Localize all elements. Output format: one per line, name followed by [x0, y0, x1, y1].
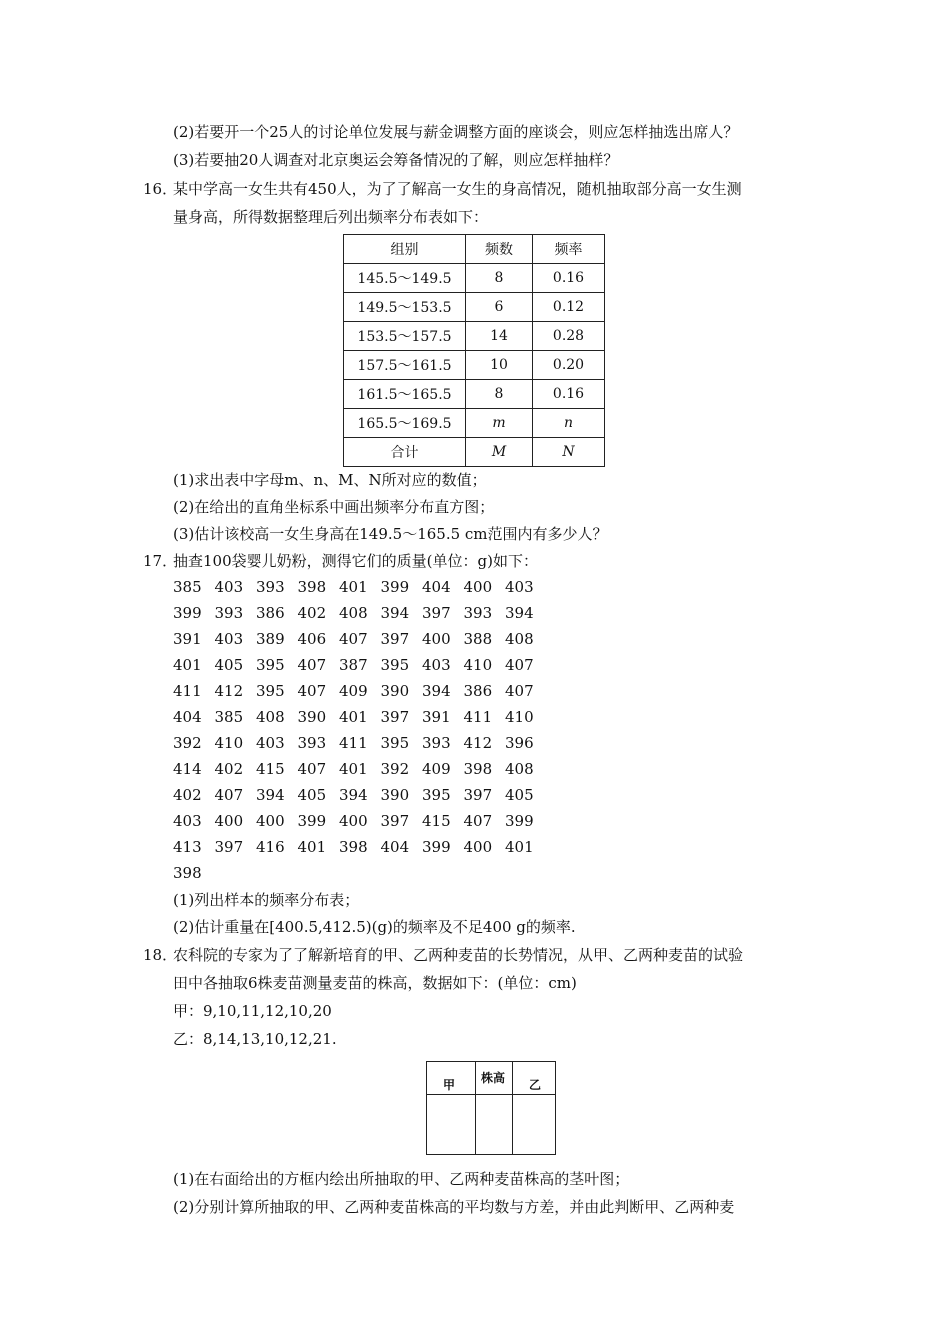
q17-text: 抽查100袋婴儿奶粉，测得它们的质量(单位：g)如下： [173, 552, 538, 570]
weight-value: 408 [256, 708, 285, 726]
weight-value: 393 [256, 578, 285, 596]
weight-value: 413 [173, 838, 202, 856]
weight-value: 411 [173, 682, 202, 700]
weight-value: 405 [297, 786, 327, 804]
weight-value: 408 [505, 760, 534, 778]
weight-value: 403 [214, 630, 244, 648]
weight-value: 406 [297, 630, 327, 648]
weight-value: 395 [256, 656, 285, 674]
q17-sub1: (1)列出样本的频率分布表； [173, 891, 360, 909]
cell-frequency: 0.28 [533, 322, 605, 351]
box-label-height: 株高 [481, 1071, 506, 1085]
weight-value: 416 [256, 838, 285, 856]
weight-value: 407 [339, 630, 368, 648]
q15-part2: (2)若要开一个25人的讨论单位发展与薪金调整方面的座谈会，则应怎样抽选出席人？ [173, 123, 739, 141]
weight-value: 389 [256, 630, 285, 648]
weight-value: 388 [463, 630, 493, 648]
cell-frequency: n [533, 409, 605, 438]
weight-value: 386 [256, 604, 285, 622]
weight-value: 393 [214, 604, 244, 622]
cell-group: 161.5～165.5 [344, 380, 466, 409]
weight-value: 397 [422, 604, 451, 622]
weight-value: 407 [214, 786, 244, 804]
cell-group: 145.5～149.5 [344, 264, 466, 293]
weight-value: 403 [173, 812, 202, 830]
table-row [344, 322, 605, 351]
box-header-divider [427, 1094, 555, 1095]
weight-value: 400 [256, 812, 285, 830]
weight-value: 407 [297, 760, 327, 778]
q16-sub2: (2)在给出的直角坐标系中画出频率分布直方图； [173, 498, 495, 516]
weight-value: 399 [380, 578, 410, 596]
weight-value: 407 [297, 682, 327, 700]
weight-value: 401 [173, 656, 202, 674]
weight-value: 412 [463, 734, 493, 752]
q17-sub2: (2)估计重量在[400.5,412.5)(g)的频率及不足400 g的频率. [173, 918, 576, 936]
box-label-yi: 乙 [529, 1078, 542, 1092]
q16-text-line1: 某中学高一女生共有450人，为了了解高一女生的身高情况，随机抽取部分高一女生测 [173, 180, 742, 198]
cell-count: 10 [466, 351, 533, 380]
q16-sub3: (3)估计该校高一女生身高在149.5～165.5 cm范围内有多少人？ [173, 525, 608, 543]
weight-value: 403 [256, 734, 285, 752]
weight-value: 407 [505, 682, 534, 700]
cell-group: 153.5～157.5 [344, 322, 466, 351]
frequency-table [343, 234, 605, 467]
weight-value: 395 [422, 786, 451, 804]
weight-value: 404 [173, 708, 202, 726]
weight-value: 400 [463, 838, 493, 856]
weight-value: 396 [505, 734, 534, 752]
weight-value: 399 [173, 604, 202, 622]
cell-total-count: M [466, 438, 533, 467]
weight-value: 390 [297, 708, 327, 726]
weight-value: 387 [339, 656, 368, 674]
table-row [344, 380, 605, 409]
weight-value: 399 [505, 812, 534, 830]
weight-value: 401 [339, 578, 368, 596]
weight-value: 407 [297, 656, 327, 674]
weight-value: 394 [505, 604, 534, 622]
weight-value: 402 [173, 786, 202, 804]
weight-value: 410 [505, 708, 534, 726]
header-frequency: 频率 [533, 235, 605, 264]
weight-value: 400 [422, 630, 451, 648]
weight-value: 397 [380, 812, 410, 830]
weight-value: 394 [422, 682, 451, 700]
weight-value: 401 [505, 838, 534, 856]
weight-value: 400 [214, 812, 244, 830]
cell-frequency: 0.16 [533, 380, 605, 409]
weight-value: 411 [339, 734, 368, 752]
weight-value: 404 [380, 838, 410, 856]
q15-part3: (3)若要抽20人调查对北京奥运会筹备情况的了解，则应怎样抽样？ [173, 151, 619, 169]
stem-leaf-box [426, 1061, 556, 1155]
box-divider-left [475, 1062, 476, 1154]
cell-group: 149.5～153.5 [344, 293, 466, 322]
weight-value: 408 [339, 604, 368, 622]
weight-value: 408 [505, 630, 534, 648]
weight-value: 399 [297, 812, 327, 830]
table-row [344, 351, 605, 380]
weight-value: 395 [380, 734, 410, 752]
weight-value: 400 [339, 812, 368, 830]
weight-value: 385 [173, 578, 202, 596]
weight-value: 391 [422, 708, 451, 726]
header-group: 组别 [344, 235, 466, 264]
weight-value: 392 [380, 760, 410, 778]
q18-data-yi: 乙：8,14,13,10,12,21. [173, 1030, 337, 1048]
weight-value: 393 [297, 734, 327, 752]
weight-value: 407 [505, 656, 534, 674]
weight-value: 397 [214, 838, 244, 856]
weight-value: 402 [297, 604, 327, 622]
weight-value: 401 [297, 838, 327, 856]
table-total-row [344, 438, 605, 467]
box-label-jia: 甲 [443, 1078, 456, 1092]
weight-value: 404 [422, 578, 451, 596]
weight-value: 415 [256, 760, 285, 778]
q18-number: 18． [143, 946, 178, 964]
weight-value: 403 [422, 656, 451, 674]
cell-frequency: 0.12 [533, 293, 605, 322]
cell-group: 157.5～161.5 [344, 351, 466, 380]
weight-value: 398 [339, 838, 368, 856]
weight-value: 395 [256, 682, 285, 700]
weight-value: 400 [463, 578, 493, 596]
q17-number: 17． [143, 552, 178, 570]
q18-sub1: (1)在右面给出的方框内绘出所抽取的甲、乙两种麦苗株高的茎叶图； [173, 1170, 630, 1188]
weight-value: 403 [505, 578, 534, 596]
weight-value: 407 [463, 812, 493, 830]
weight-value: 386 [463, 682, 493, 700]
weight-value: 414 [173, 760, 202, 778]
weight-value: 398 [173, 864, 202, 882]
weight-value: 397 [380, 708, 410, 726]
table-row [344, 264, 605, 293]
cell-count: 14 [466, 322, 533, 351]
cell-total-frequency: N [533, 438, 605, 467]
weight-value: 395 [380, 656, 410, 674]
weight-value: 410 [214, 734, 244, 752]
weight-value: 393 [422, 734, 451, 752]
q18-text-line1: 农科院的专家为了了解新培育的甲、乙两种麦苗的长势情况，从甲、乙两种麦苗的试验 [173, 946, 744, 964]
table-row [344, 409, 605, 438]
weight-value: 410 [463, 656, 493, 674]
weight-value: 390 [380, 682, 410, 700]
weight-value: 409 [339, 682, 368, 700]
cell-frequency: 0.16 [533, 264, 605, 293]
table-row [344, 293, 605, 322]
cell-frequency: 0.20 [533, 351, 605, 380]
weight-value: 397 [463, 786, 493, 804]
weight-value: 394 [339, 786, 368, 804]
weight-value: 402 [214, 760, 244, 778]
weight-value: 405 [505, 786, 534, 804]
cell-count: 6 [466, 293, 533, 322]
q18-data-jia: 甲：9,10,11,12,10,20 [173, 1002, 332, 1020]
weight-value: 412 [214, 682, 244, 700]
cell-group: 165.5～169.5 [344, 409, 466, 438]
weight-value: 411 [463, 708, 493, 726]
q16-text-line2: 量身高，所得数据整理后列出频率分布表如下： [173, 208, 489, 226]
weight-value: 401 [339, 708, 368, 726]
cell-total-label: 合计 [344, 438, 466, 467]
weight-value: 391 [173, 630, 202, 648]
table-header-row [344, 235, 605, 264]
q18-sub2: (2)分别计算所抽取的甲、乙两种麦苗株高的平均数与方差，并由此判断甲、乙两种麦 [173, 1198, 735, 1216]
weight-value: 401 [339, 760, 368, 778]
weight-value: 392 [173, 734, 202, 752]
weight-value: 390 [380, 786, 410, 804]
weight-value: 397 [380, 630, 410, 648]
cell-count: 8 [466, 380, 533, 409]
weight-value: 415 [422, 812, 451, 830]
weight-value: 385 [214, 708, 244, 726]
box-divider-right [512, 1062, 513, 1154]
cell-count: m [466, 409, 533, 438]
weight-value: 405 [214, 656, 244, 674]
weight-value: 398 [463, 760, 493, 778]
weight-value: 399 [422, 838, 451, 856]
cell-count: 8 [466, 264, 533, 293]
weight-value: 403 [214, 578, 244, 596]
q16-number: 16． [143, 180, 178, 198]
weight-value: 409 [422, 760, 451, 778]
q16-sub1: (1)求出表中字母m、n、M、N所对应的数值； [173, 471, 487, 489]
weight-value: 394 [380, 604, 410, 622]
header-count: 频数 [466, 235, 533, 264]
q18-text-line2: 田中各抽取6株麦苗测量麦苗的株高，数据如下：(单位：cm) [173, 974, 577, 992]
weight-value: 393 [463, 604, 493, 622]
weight-value: 394 [256, 786, 285, 804]
weight-value: 398 [297, 578, 327, 596]
